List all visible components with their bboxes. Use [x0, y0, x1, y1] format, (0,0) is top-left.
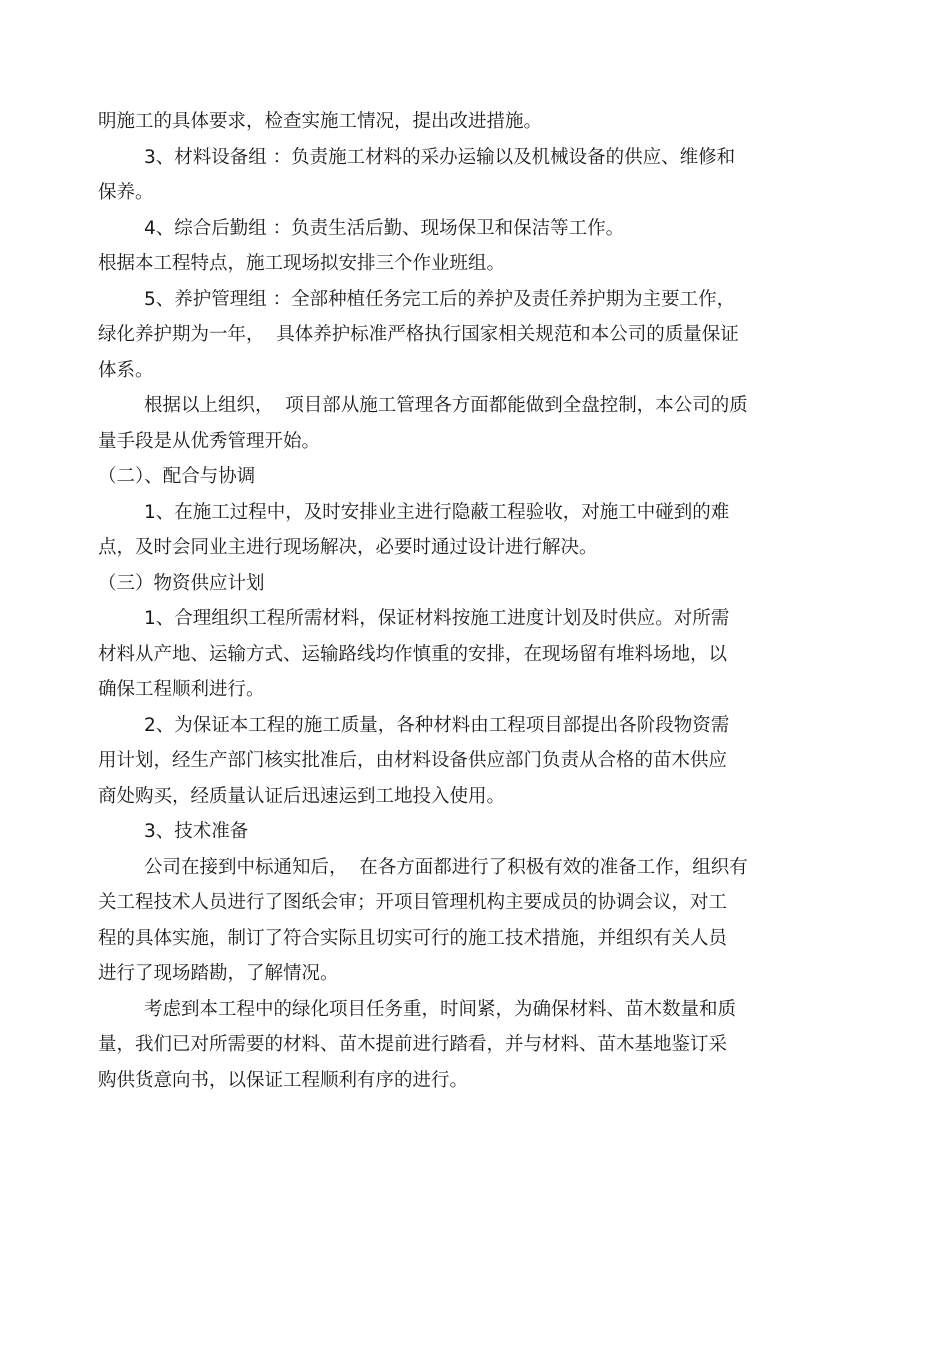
text-line: 材料从产地、运输方式、运输路线均作慎重的安排，在现场留有堆料场地，以: [98, 643, 728, 665]
text-line: 点，及时会同业主进行现场解决，必要时通过设计进行解决。: [98, 537, 598, 558]
text-line: 程的具体实施，制订了符合实际且切实可行的施工技术措施，并组织有关人员: [98, 927, 728, 949]
text-line: 1、在施工过程中，及时安排业主进行隐蔽工程验收，对施工中碰到的难: [144, 501, 730, 523]
text-line: 5、养护管理组 ：全部种植任务完工后的养护及责任养护期为主要工作，: [144, 288, 736, 310]
text-line: 量，我们已对所需要的材料、苗木提前进行踏看，并与材料、苗木基地鉴订采: [98, 1034, 728, 1055]
text-line: 用计划，经生产部门核实批准后，由材料设备供应部门负责从合格的苗木供应: [98, 750, 728, 771]
text-line: 3、材料设备组 ：负责施工材料的采办运输以及机械设备的供应、维修和: [144, 146, 736, 168]
text-line: 购供货意向书，以保证工程顺利有序的进行。: [98, 1069, 469, 1091]
text-line: 商处购买，经质量认证后迅速运到工地投入使用。: [98, 785, 506, 807]
text-line: 关工程技术人员进行了图纸会审；开项目管理机构主要成员的协调会议，对工: [98, 892, 728, 913]
text-line: 根据以上组织， 项目部从施工管理各方面都能做到全盘控制，本公司的质: [144, 395, 748, 416]
text-line: 进行了现场踏勘，了解情况。: [98, 963, 339, 984]
text-line: 根据本工程特点，施工现场拟安排三个作业班组。: [98, 253, 506, 274]
section-heading: （二）、配合与协调: [98, 466, 256, 487]
text-line: 公司在接到中标通知后， 在各方面都进行了积极有效的准备工作，组织有: [144, 856, 748, 878]
text-line: 考虑到本工程中的绿化项目任务重，时间紧，为确保材料、苗木数量和质: [144, 998, 737, 1020]
text-line: 明施工的具体要求，检查实施工情况，提出改进措施。: [98, 111, 543, 132]
text-line: 保养。: [98, 182, 154, 203]
section-heading: （三）物资供应计划: [98, 572, 265, 594]
text-line: 量手段是从优秀管理开始。: [98, 430, 321, 452]
text-line: 2、为保证本工程的施工质量，各种材料由工程项目部提出各阶段物资需: [144, 714, 730, 736]
text-line: 1、合理组织工程所需材料，保证材料按施工进度计划及时供应。对所需: [144, 608, 730, 629]
text-line: 确保工程顺利进行。: [98, 679, 265, 700]
document-body: [98, 104, 838, 1098]
text-line: 绿化养护期为一年， 具体养护标准严格执行国家相关规范和本公司的质量保证: [98, 324, 739, 345]
subsection-heading: 3、技术准备: [144, 821, 249, 842]
text-line: 体系。: [98, 359, 154, 381]
text-line: 4、综合后勤组 ：负责生活后勤、现场保卫和保洁等工作。: [144, 217, 625, 239]
